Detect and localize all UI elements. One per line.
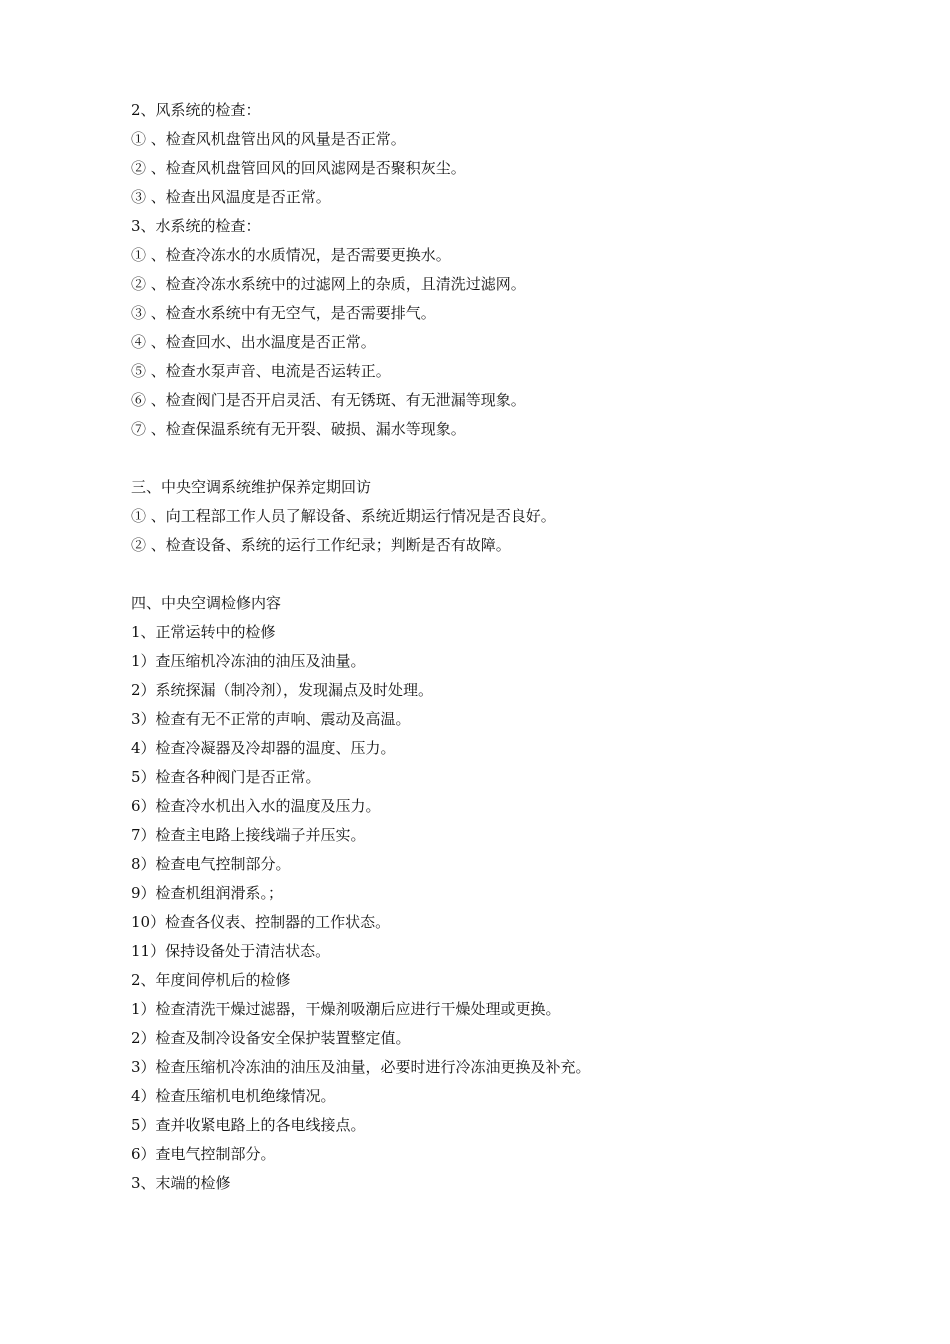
list-item: 5）查并收紧电路上的各电线接点。 bbox=[131, 1116, 366, 1134]
list-item: ③ 、检查出风温度是否正常。 bbox=[131, 188, 331, 206]
section-heading: 三、中央空调系统维护保养定期回访 bbox=[131, 478, 372, 496]
list-item: 4）检查冷凝器及冷却器的温度、压力。 bbox=[131, 739, 396, 757]
list-item: ⑤ 、检查水泵声音、电流是否运转正。 bbox=[131, 362, 391, 380]
list-item: 5）检查各种阀门是否正常。 bbox=[131, 768, 321, 786]
list-item: ① 、检查风机盘管出风的风量是否正常。 bbox=[131, 130, 406, 148]
list-item: ④ 、检查回水、出水温度是否正常。 bbox=[131, 333, 376, 351]
list-item: ② 、检查冷冻水系统中的过滤网上的杂质，且清洗过滤网。 bbox=[131, 275, 526, 293]
list-item: 2）系统探漏（制冷剂），发现漏点及时处理。 bbox=[131, 681, 434, 699]
subsection-heading: 2、年度间停机后的检修 bbox=[131, 971, 291, 989]
document-page bbox=[131, 96, 831, 1198]
list-item: ① 、检查冷冻水的水质情况，是否需要更换水。 bbox=[131, 246, 451, 264]
list-item: 2）检查及制冷设备安全保护装置整定值。 bbox=[131, 1029, 411, 1047]
list-item: 11）保持设备处于清洁状态。 bbox=[131, 942, 331, 960]
section-heading: 3、水系统的检查： bbox=[131, 217, 261, 235]
section-heading: 四、中央空调检修内容 bbox=[131, 594, 282, 612]
list-item: ② 、检查风机盘管回风的回风滤网是否聚积灰尘。 bbox=[131, 159, 466, 177]
list-item: 10）检查各仪表、控制器的工作状态。 bbox=[131, 913, 391, 931]
section-heading: 2、风系统的检查： bbox=[131, 101, 261, 119]
list-item: 4）检查压缩机电机绝缘情况。 bbox=[131, 1087, 336, 1105]
list-item: 1）检查清洗干燥过滤器，干燥剂吸潮后应进行干燥处理或更换。 bbox=[131, 1000, 561, 1018]
list-item: 3）检查有无不正常的声响、震动及高温。 bbox=[131, 710, 411, 728]
list-item: ③ 、检查水系统中有无空气，是否需要排气。 bbox=[131, 304, 436, 322]
subsection-heading: 3、末端的检修 bbox=[131, 1174, 231, 1192]
list-item: ⑦ 、检查保温系统有无开裂、破损、漏水等现象。 bbox=[131, 420, 466, 438]
list-item: ① 、向工程部工作人员了解设备、系统近期运行情况是否良好。 bbox=[131, 507, 556, 525]
blank-line bbox=[131, 560, 831, 589]
list-item: ⑥ 、检查阀门是否开启灵活、有无锈斑、有无泄漏等现象。 bbox=[131, 391, 526, 409]
list-item: 6）检查冷水机出入水的温度及压力。 bbox=[131, 797, 381, 815]
list-item: 8）检查电气控制部分。 bbox=[131, 855, 291, 873]
list-item: ② 、检查设备、系统的运行工作纪录；判断是否有故障。 bbox=[131, 536, 511, 554]
list-item: 7）检查主电路上接线端子并压实。 bbox=[131, 826, 366, 844]
subsection-heading: 1、正常运转中的检修 bbox=[131, 623, 276, 641]
list-item: 3）检查压缩机冷冻油的油压及油量，必要时进行冷冻油更换及补充。 bbox=[131, 1058, 591, 1076]
list-item: 6）查电气控制部分。 bbox=[131, 1145, 276, 1163]
list-item: 9）检查机组润滑系。； bbox=[131, 884, 284, 902]
list-item: 1）查压缩机冷冻油的油压及油量。 bbox=[131, 652, 366, 670]
blank-line bbox=[131, 444, 831, 473]
